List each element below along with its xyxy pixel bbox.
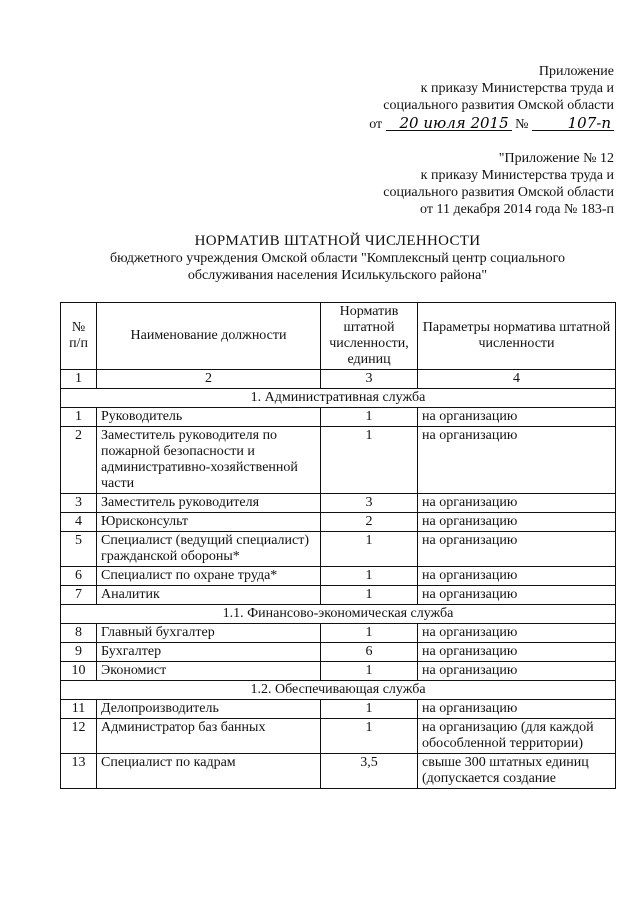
table-row bbox=[61, 643, 616, 662]
staffing-norm-table bbox=[60, 302, 616, 789]
row-number: 5 bbox=[61, 532, 97, 567]
appendix-order-line3: социального развития Омской области bbox=[383, 98, 614, 113]
row-norm: 1 bbox=[321, 662, 418, 681]
table-header-row bbox=[61, 303, 616, 370]
section-header-row bbox=[61, 681, 616, 700]
row-position: Главный бухгалтер bbox=[97, 624, 321, 643]
row-param: на организацию bbox=[418, 494, 616, 513]
row-param: на организацию bbox=[418, 586, 616, 605]
appendix-original-line2: к приказу Министерства труда и bbox=[420, 168, 614, 183]
row-norm: 1 bbox=[321, 567, 418, 586]
from-label: от bbox=[369, 117, 383, 132]
row-number: 7 bbox=[61, 586, 97, 605]
row-number: 10 bbox=[61, 662, 97, 681]
header-params: Параметры норматива штатной численности bbox=[418, 303, 616, 370]
table-row bbox=[61, 662, 616, 681]
row-position: Специалист по охране труда* bbox=[97, 567, 321, 586]
table-row bbox=[61, 624, 616, 643]
section-title: 1.2. Обеспечивающая служба bbox=[61, 681, 616, 700]
row-param: на организацию bbox=[418, 513, 616, 532]
row-param: на организацию bbox=[418, 662, 616, 681]
row-number: 11 bbox=[61, 700, 97, 719]
row-norm: 1 bbox=[321, 532, 418, 567]
row-position: Специалист по кадрам bbox=[97, 754, 321, 789]
row-number: 9 bbox=[61, 643, 97, 662]
document-title: НОРМАТИВ ШТАТНОЙ ЧИСЛЕННОСТИ bbox=[194, 233, 481, 249]
header-num: № п/п bbox=[61, 303, 97, 370]
row-position: Специалист (ведущий специалист) гражданской обороны* bbox=[97, 532, 321, 567]
col-number: 1 bbox=[61, 370, 97, 389]
section-title: 1. Административная служба bbox=[61, 389, 616, 408]
table-row bbox=[61, 719, 616, 754]
row-norm: 1 bbox=[321, 427, 418, 494]
column-number-row bbox=[61, 370, 616, 389]
table-row bbox=[61, 494, 616, 513]
appendix-order-block bbox=[369, 63, 614, 133]
table-body bbox=[61, 370, 616, 789]
row-position: Заместитель руководителя по пожарной безопасности и административно-хозяйственной части bbox=[97, 427, 321, 494]
row-norm: 2 bbox=[321, 513, 418, 532]
handwritten-number: 107-п bbox=[532, 116, 614, 131]
number-label: № bbox=[515, 117, 529, 132]
row-number: 13 bbox=[61, 754, 97, 789]
row-norm: 3,5 bbox=[321, 754, 418, 789]
section-header-row bbox=[61, 605, 616, 624]
row-param: на организацию bbox=[418, 532, 616, 567]
row-norm: 1 bbox=[321, 719, 418, 754]
row-norm: 1 bbox=[321, 624, 418, 643]
row-position: Администратор баз банных bbox=[97, 719, 321, 754]
handwritten-date: 20 июля 2015 bbox=[386, 116, 512, 131]
row-param: на организацию (для каждой обособленной территории) bbox=[418, 719, 616, 754]
row-number: 8 bbox=[61, 624, 97, 643]
table-row bbox=[61, 567, 616, 586]
row-param: на организацию bbox=[418, 624, 616, 643]
appendix-order-date-line bbox=[369, 116, 614, 133]
row-norm: 3 bbox=[321, 494, 418, 513]
col-number: 4 bbox=[418, 370, 616, 389]
table-row bbox=[61, 513, 616, 532]
appendix-order-line2: к приказу Министерства труда и bbox=[420, 81, 614, 96]
row-position: Аналитик bbox=[97, 586, 321, 605]
row-number: 6 bbox=[61, 567, 97, 586]
row-position: Делопроизводитель bbox=[97, 700, 321, 719]
table-row bbox=[61, 427, 616, 494]
appendix-original-line4: от 11 декабря 2014 года № 183-п bbox=[420, 202, 614, 217]
row-param: на организацию bbox=[418, 408, 616, 427]
row-position: Юрисконсульт bbox=[97, 513, 321, 532]
row-param: на организацию bbox=[418, 567, 616, 586]
table-row bbox=[61, 700, 616, 719]
row-param: на организацию bbox=[418, 700, 616, 719]
table-row bbox=[61, 754, 616, 789]
row-number: 1 bbox=[61, 408, 97, 427]
row-position: Экономист bbox=[97, 662, 321, 681]
row-position: Руководитель bbox=[97, 408, 321, 427]
header-position: Наименование должности bbox=[97, 303, 321, 370]
row-position: Бухгалтер bbox=[97, 643, 321, 662]
table-row bbox=[61, 586, 616, 605]
row-norm: 6 bbox=[321, 643, 418, 662]
table-row bbox=[61, 532, 616, 567]
appendix-original-block bbox=[383, 150, 614, 218]
section-header-row bbox=[61, 389, 616, 408]
appendix-order-line1: Приложение bbox=[538, 64, 614, 79]
row-norm: 1 bbox=[321, 586, 418, 605]
document-title-block bbox=[60, 233, 615, 284]
header-norm: Норматив штатной численности, единиц bbox=[321, 303, 418, 370]
col-number: 2 bbox=[97, 370, 321, 389]
appendix-original-line3: социального развития Омской области bbox=[383, 185, 614, 200]
table-row bbox=[61, 408, 616, 427]
row-number: 3 bbox=[61, 494, 97, 513]
document-subtitle-line1: бюджетного учреждения Омской области "Комплексный центр социального bbox=[110, 251, 565, 266]
row-param: на организацию bbox=[418, 643, 616, 662]
row-number: 12 bbox=[61, 719, 97, 754]
row-param: свыше 300 штатных единиц (допускается создание bbox=[418, 754, 616, 789]
document-subtitle-line2: обслуживания населения Исилькульского района" bbox=[187, 268, 488, 283]
row-norm: 1 bbox=[321, 408, 418, 427]
appendix-original-line1: "Приложение № 12 bbox=[498, 151, 614, 166]
row-param: на организацию bbox=[418, 427, 616, 494]
col-number: 3 bbox=[321, 370, 418, 389]
row-number: 2 bbox=[61, 427, 97, 494]
row-norm: 1 bbox=[321, 700, 418, 719]
row-number: 4 bbox=[61, 513, 97, 532]
row-position: Заместитель руководителя bbox=[97, 494, 321, 513]
section-title: 1.1. Финансово-экономическая служба bbox=[61, 605, 616, 624]
